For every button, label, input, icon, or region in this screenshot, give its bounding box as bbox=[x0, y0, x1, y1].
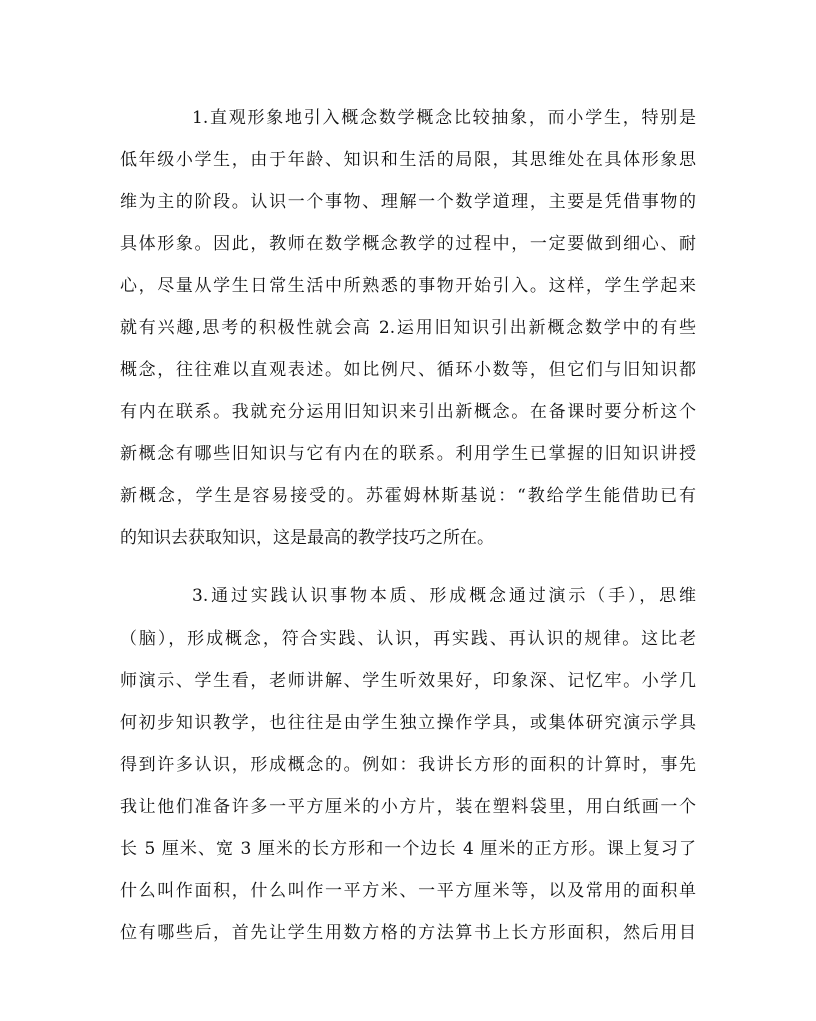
paragraph-line: 1.直观形象地引入概念数学概念比较抽象，而小学生，特别是 bbox=[192, 108, 696, 128]
paragraph-line: 3.通过实践认识事物本质、形成概念通过演示（手），思维 bbox=[192, 586, 696, 606]
paragraph-line: 长 5 厘米、宽 3 厘米的长方形和一个边长 4 厘米的正方形。课上复习了 bbox=[120, 839, 696, 859]
paragraph-line: 我让他们准备许多一平方厘米的小方片，装在塑料袋里，用白纸画一个 bbox=[120, 797, 696, 817]
paragraph-line: 维为主的阶段。认识一个事物、理解一个数学道理，主要是凭借事物的 bbox=[120, 192, 696, 212]
paragraph-line: 具体形象。因此，教师在数学概念教学的过程中，一定要做到细心、耐 bbox=[120, 234, 696, 254]
paragraph-line: 什么叫作面积，什么叫作一平方米、一平方厘米等，以及常用的面积单 bbox=[120, 881, 696, 901]
paragraph-line: 何初步知识教学，也往往是由学生独立操作学具，或集体研究演示学具 bbox=[120, 713, 696, 733]
paragraph-line: 心，尽量从学生日常生活中所熟悉的事物开始引入。这样，学生学起来 bbox=[120, 276, 696, 296]
paragraph-line: 就有兴趣,思考的积极性就会高 2.运用旧知识引出新概念数学中的有些 bbox=[120, 318, 696, 338]
paragraph-line: 低年级小学生，由于年龄、知识和生活的局限，其思维处在具体形象思 bbox=[120, 150, 696, 170]
paragraph-line: 概念，往往难以直观表述。如比例尺、循环小数等，但它们与旧知识都 bbox=[120, 360, 696, 380]
paragraph-line: 师演示、学生看，老师讲解、学生听效果好，印象深、记忆牢。小学几 bbox=[120, 671, 696, 691]
paragraph-line: 新概念有哪些旧知识与它有内在的联系。利用学生已掌握的旧知识讲授 bbox=[120, 444, 696, 464]
paragraph-line: 位有哪些后，首先让学生用数方格的方法算书上长方形面积，然后用目 bbox=[120, 923, 696, 943]
paragraph-line: （脑），形成概念，符合实践、认识，再实践、再认识的规律。这比老 bbox=[120, 629, 696, 649]
paragraph-line: 新概念，学生是容易接受的。苏霍姆林斯基说：“教给学生能借助已有 bbox=[120, 486, 696, 506]
paragraph-line: 有内在联系。我就充分运用旧知识来引出新概念。在备课时要分析这个 bbox=[120, 402, 696, 422]
paragraph-line: 的知识去获取知识，这是最高的教学技巧之所在。 bbox=[120, 528, 494, 548]
paragraph-line: 得到许多认识，形成概念的。例如：我讲长方形的面积的计算时，事先 bbox=[120, 755, 696, 775]
